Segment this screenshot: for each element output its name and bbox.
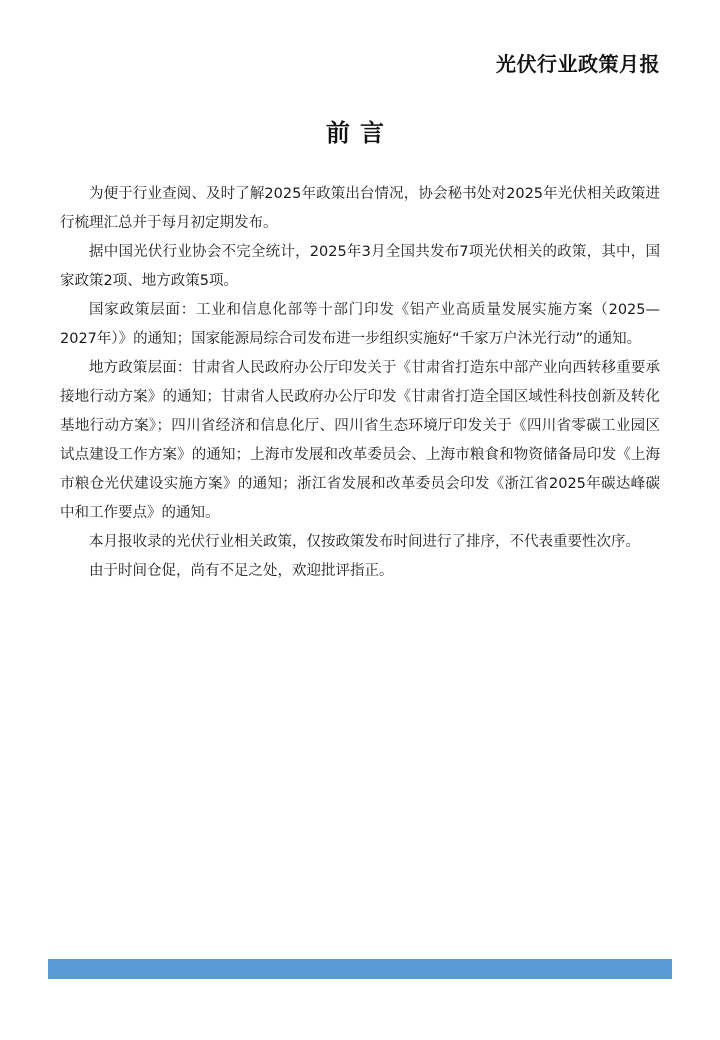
footer-bar: [48, 959, 672, 979]
paragraph-statistics: 据中国光伏行业协会不完全统计，2025年3月全国共发布7项光伏相关的政策，其中，国家政策2项、地方政策5项。: [60, 244, 660, 289]
paragraph-ordering-note: 本月报收录的光伏行业相关政策，仅按政策发布时间进行了排序，不代表重要性次序。: [89, 534, 640, 550]
preface-body: [60, 180, 660, 586]
preface-title: 前言: [326, 119, 394, 147]
report-header-title: 光伏行业政策月报: [496, 52, 660, 76]
paragraph-local-policy: 地方政策层面：甘肃省人民政府办公厅印发关于《甘肃省打造东中部产业向西转移重要承接地行动方案》的通知；甘肃省人民政府办公厅印发《甘肃省打造全国区域性科技创新及转化基地行动方案》；四川省经济和信息化厅、四川省生态环境厅印发关于《四川省零碳工业园区试点建设工作方案》的通知；上海市发展和改革委员会、上海市粮食和物资储备局印发《上海市粮仓光伏建设实施方案》的通知；浙江省发展和改革委员会印发《浙江省2025年碳达峰碳中和工作要点》的通知。: [60, 360, 660, 521]
paragraph-national-policy: 国家政策层面：工业和信息化部等十部门印发《铝产业高质量发展实施方案（2025—2027年）》的通知；国家能源局综合司发布进一步组织实施好“千家万户沐光行动”的通知。: [60, 302, 660, 347]
paragraph-closing: 由于时间仓促，尚有不足之处，欢迎批评指正。: [89, 563, 394, 579]
paragraph-purpose: 为便于行业查阅、及时了解2025年政策出台情况，协会秘书处对2025年光伏相关政策进行梳理汇总并于每月初定期发布。: [60, 186, 660, 231]
